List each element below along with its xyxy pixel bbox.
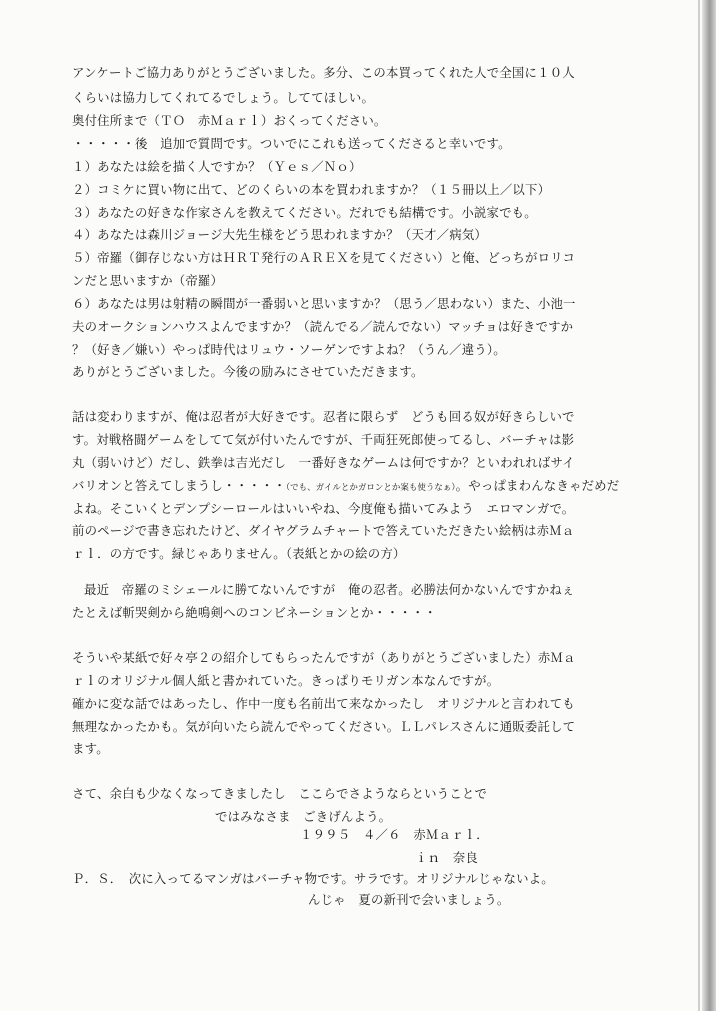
text-line: アンケートご協力ありがとうございました。多分、この本買ってくれた人で全国に１０人 [72,65,575,80]
text-line: 話は変わりますが、俺は忍者が大好きです。忍者に限らず どうも回る奴が好きらしいで [72,409,575,424]
small-aside: （でも、ガイルとかガロンとか案も使うなぁ） [285,483,456,493]
question-6: ６）あなたは男は射精の瞬間が一番弱いと思いますか？（思う／思わない）また、小池一 [72,296,576,311]
question-5: ５）帝羅（御存じない方はＨＲＴ発行のＡＲＥＸを見てください）と俺、どっちがロリコ [72,250,576,265]
text-line: さて、余白も少なくなってきましたし ここらでさようならということで [72,786,488,801]
question-2: ２）コミケに買い物に出て、どのくらいの本を買われますか？（１５冊以上／以下） [72,182,551,197]
text-line: 奥付住所まで（ＴＯ 赤Ｍａｒｌ）おくってください。 [72,113,387,128]
question-5-cont: ンだと思いますか（帝羅） [72,273,224,288]
question-4: ４）あなたは森川ジョージ大先生様をどう思われますか？（天才／病気） [72,227,487,242]
text-line: ます。 [72,741,109,756]
farewell: ではみなさま ごきげんよう。 [215,809,392,824]
text-line: たとえば斬哭剣から絶鳴剣へのコンビネーションとか・・・・・ [72,605,437,620]
text-line: くらいは協力してくれてるでしょう。しててほしい。 [72,90,375,105]
text-line: よね。そこいくとデンプシーロールはいいやね、今度俺も描いてみよう エロマンガで。 [72,501,575,516]
page-edge-shadow [702,0,716,1011]
text-line [72,479,619,495]
location: ｉｎ 奈良 [415,850,478,865]
text-segment: バリオンと答えてしまうし・・・・・ [72,478,286,493]
text-line: ｒｌ．の方です。緑じゃありません。（表紙とかの絵の方） [72,546,406,561]
text-line: 確かに変な話ではあったし、作中一度も名前出て来なかったし オリジナルと言われても [72,696,575,711]
text-line: 丸（弱いけど）だし、鉄拳は吉光だし 一番好きなゲームは何ですか？といわれればサイ [72,455,575,470]
text-line: 無理なかったかも。気が向いたら読んでやってください。ＬＬパレスさんに通販委託して [72,719,576,734]
text-segment: 。やっぱまわんなきゃだめだ [455,478,620,493]
postscript-cont: んじゃ 夏の新刊で会いましょう。 [308,892,510,907]
text-line: そういや某紙で好々亭２の紹介してもらったんですが（ありがとうございました）赤Ｍａ [72,650,576,665]
date-signature: １９９５ ４／６ 赤Ｍａｒｌ． [300,827,489,842]
text-line: 前のページで書き忘れたけど、ダイヤグラムチャートで答えていただきたい絵柄は赤Ｍａ [72,523,575,538]
question-6-cont: ？（好き／嫌い）やっぱ時代はリュウ・ソーゲンですよね？（うん／違う）。 [72,342,506,357]
question-1: １）あなたは絵を描く人ですか？（Ｙｅｓ／Ｎｏ） [72,159,362,174]
text-line: ・・・・・後 追加で質問です。ついでにこれも送ってくださると幸いです。 [72,136,511,151]
text-line: 最近 帝羅のミシェールに勝てないんですが 俺の忍者。必勝法何かないんですかねぇ [84,582,575,597]
question-6-cont: 夫のオークションハウスよんでますか？（読んでる／読んでない）マッチョは好きですか [72,319,574,334]
postscript: Ｐ．Ｓ． 次に入ってるマンガはバーチャ物です。サラです。オリジナルじゃないよ。 [72,871,554,886]
question-3: ３）あなたの好きな作家さんを教えてください。だれでも結構です。小説家でも。 [72,205,537,220]
text-line: ｒｌのオリジナル個人紙と書かれていた。きっぱりモリガン本なんですが。 [72,673,500,688]
text-line: す。対戦格闘ゲームをしてて気が付いたんですが、千両狂死郎使ってるし、バーチャは影 [72,432,575,447]
text-line: ありがとうございました。今後の励みにさせていただきます。 [72,364,424,379]
page-edge-line [698,0,700,1011]
